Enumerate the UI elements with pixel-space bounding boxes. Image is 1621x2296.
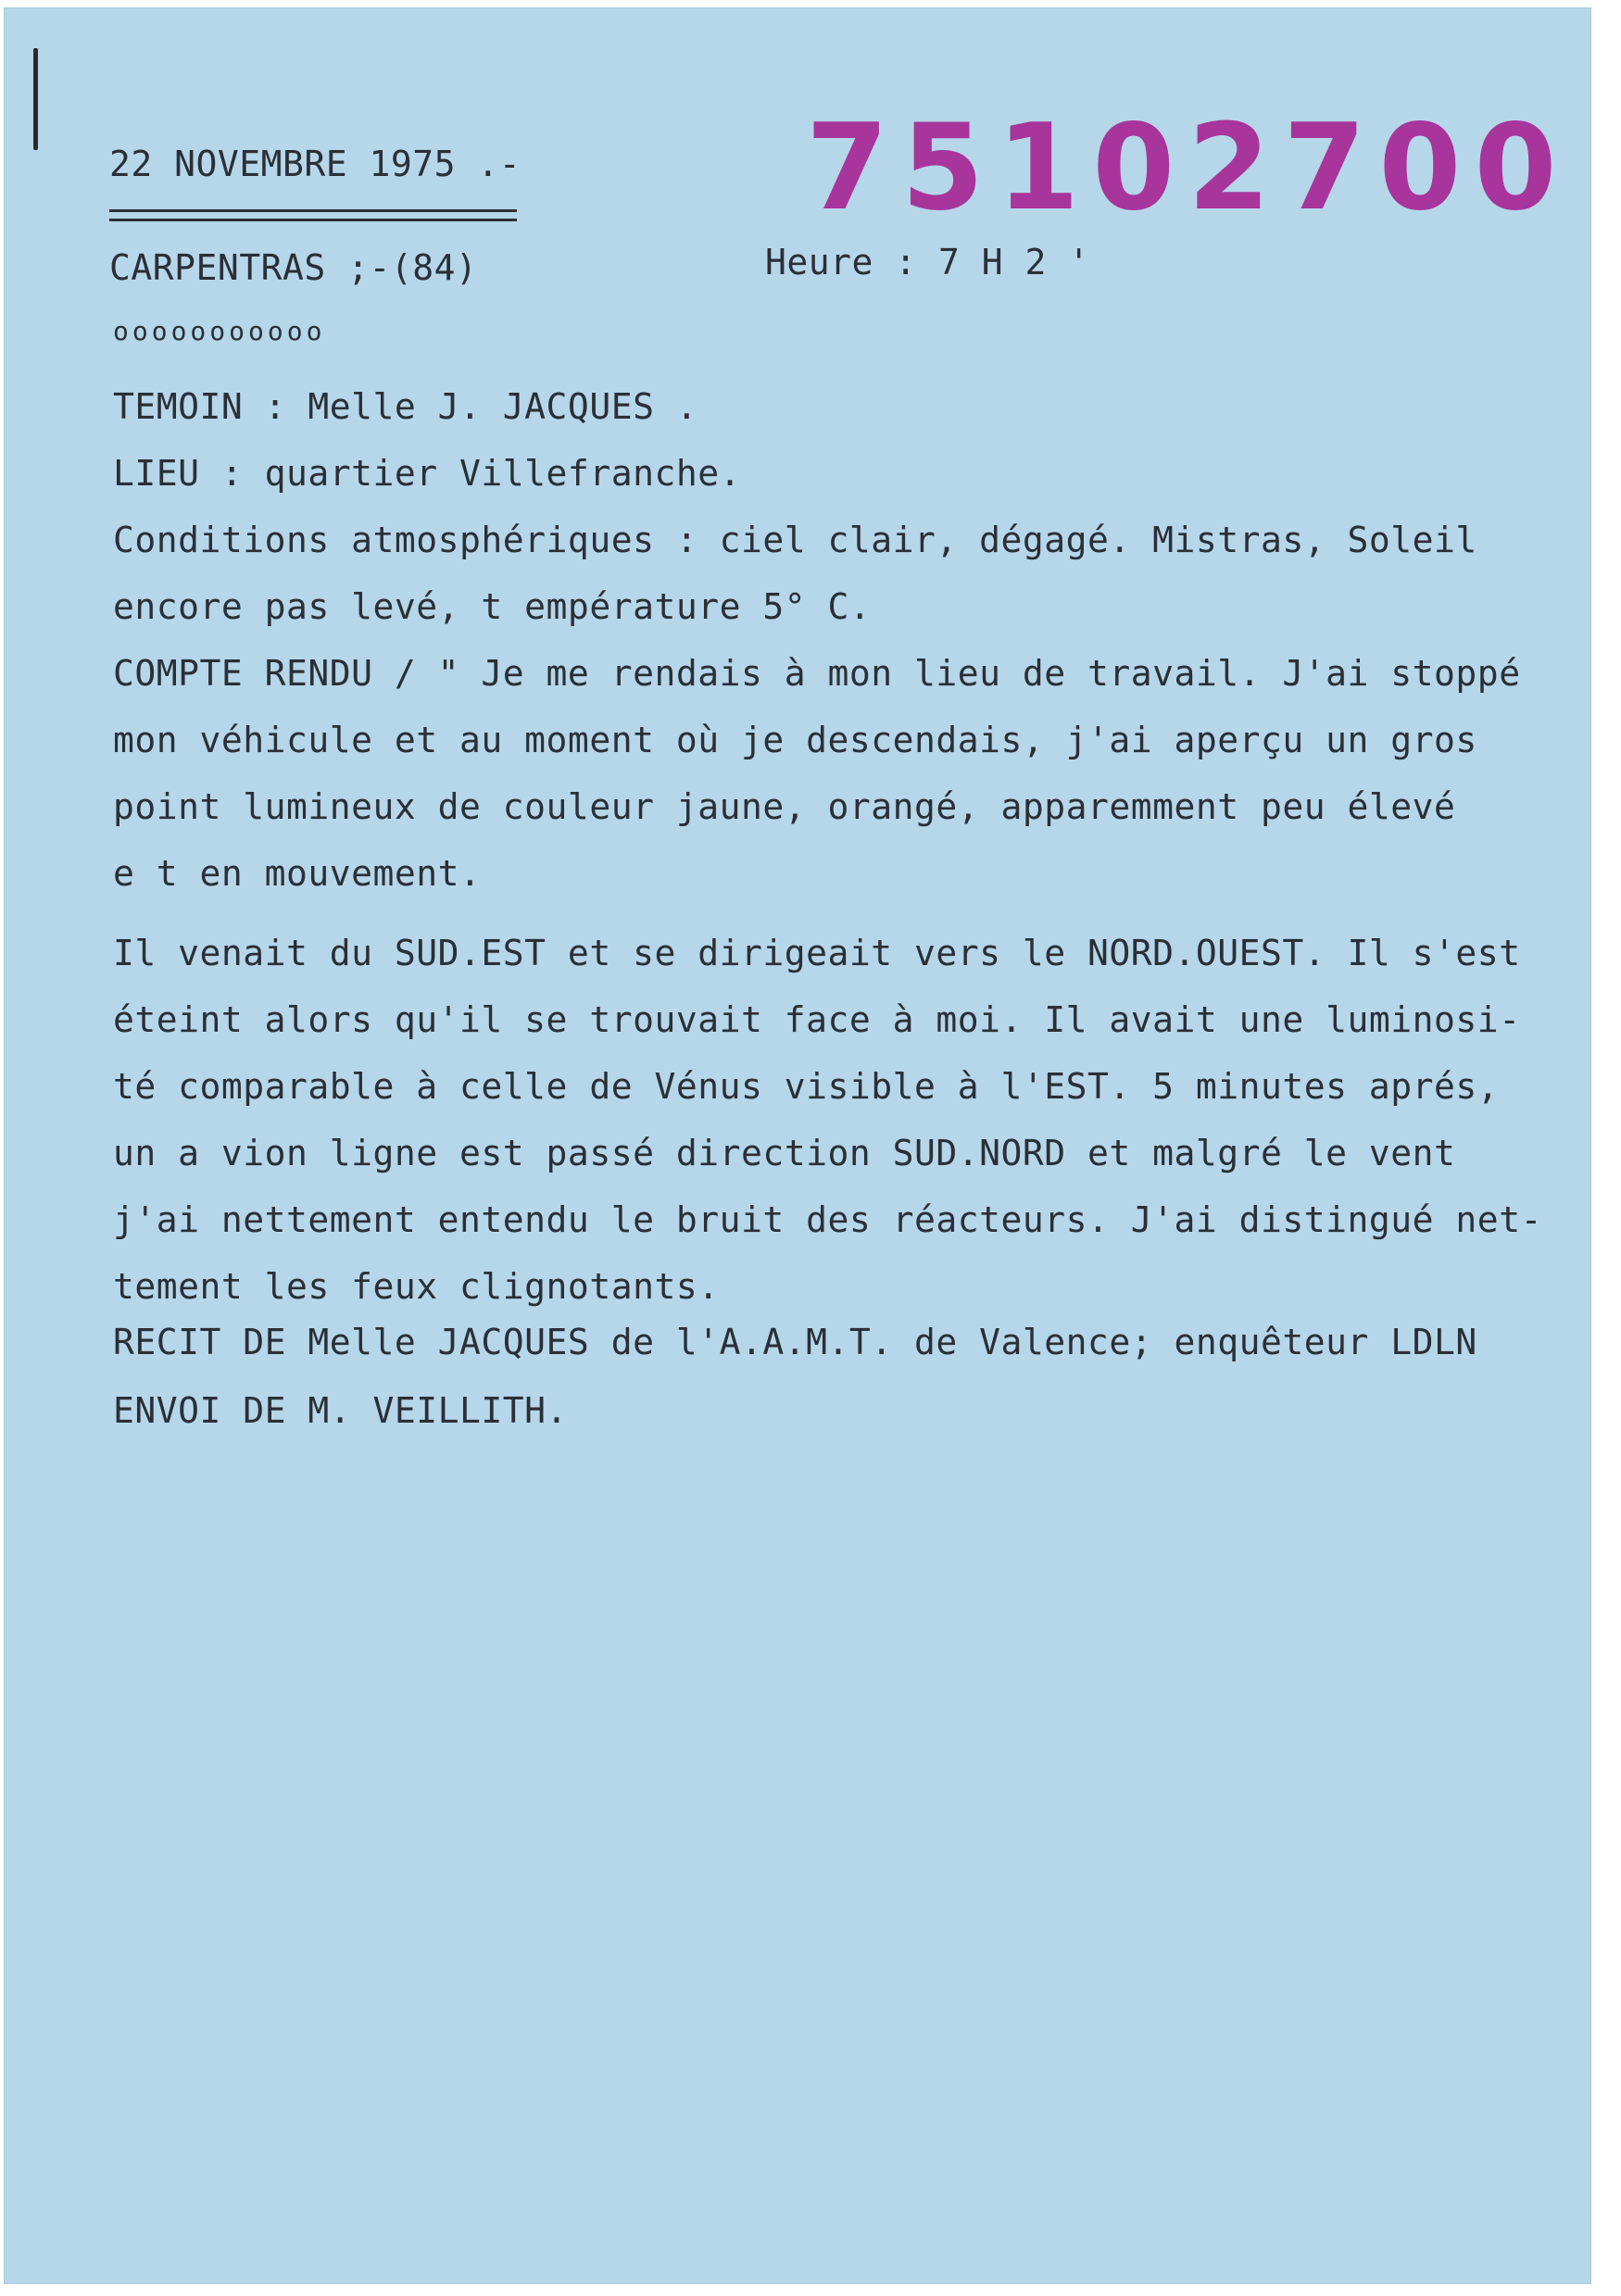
sender-line: ENVOI DE M. VEILLITH. [113, 1390, 568, 1431]
source-line: RECIT DE Melle JACQUES de l'A.A.M.T. de Valence; enquêteur LDLN [113, 1322, 1477, 1362]
report-line: un a vion ligne est passé direction SUD.NORD et malgré le vent [113, 1133, 1456, 1173]
date-underline [109, 209, 517, 212]
report-line: éteint alors qu'il se trouvait face à moi. Il avait une luminosi- [113, 999, 1521, 1040]
report-line: e t en mouvement. [113, 853, 482, 894]
witness-line: TEMOIN : Melle J. JACQUES . [113, 386, 698, 427]
report-line: j'ai nettement entendu le bruit des réacteurs. J'ai distingué net- [113, 1199, 1542, 1240]
report-line: Il venait du SUD.EST et se dirigeait vers le NORD.OUEST. Il s'est [113, 933, 1521, 973]
report-date: 22 NOVEMBRE 1975 .- [109, 144, 521, 184]
margin-mark [33, 48, 38, 150]
separator-dots: ooooooooooo [113, 316, 326, 346]
report-line: té comparable à celle de Vénus visible à l'EST. 5 minutes aprés, [113, 1066, 1500, 1107]
case-number-stamp: 75102700 [806, 99, 1570, 237]
conditions-line: Conditions atmosphériques : ciel clair, dégagé. Mistras, Soleil [113, 520, 1477, 560]
sighting-time: Heure : 7 H 2 ' [765, 242, 1090, 282]
place-line: LIEU : quartier Villefranche. [113, 453, 741, 494]
report-line: point lumineux de couleur jaune, orangé, apparemment peu élevé [113, 786, 1456, 827]
report-line: COMPTE RENDU / " Je me rendais à mon lieu de travail. J'ai stoppé [113, 653, 1521, 694]
location-heading: CARPENTRAS ;-(84) [109, 247, 478, 288]
date-underline-second [109, 219, 517, 221]
conditions-line-continued: encore pas levé, t empérature 5° C. [113, 586, 872, 627]
report-line: tement les feux clignotants. [113, 1266, 720, 1307]
report-line: mon véhicule et au moment où je descendais, j'ai aperçu un gros [113, 720, 1477, 760]
